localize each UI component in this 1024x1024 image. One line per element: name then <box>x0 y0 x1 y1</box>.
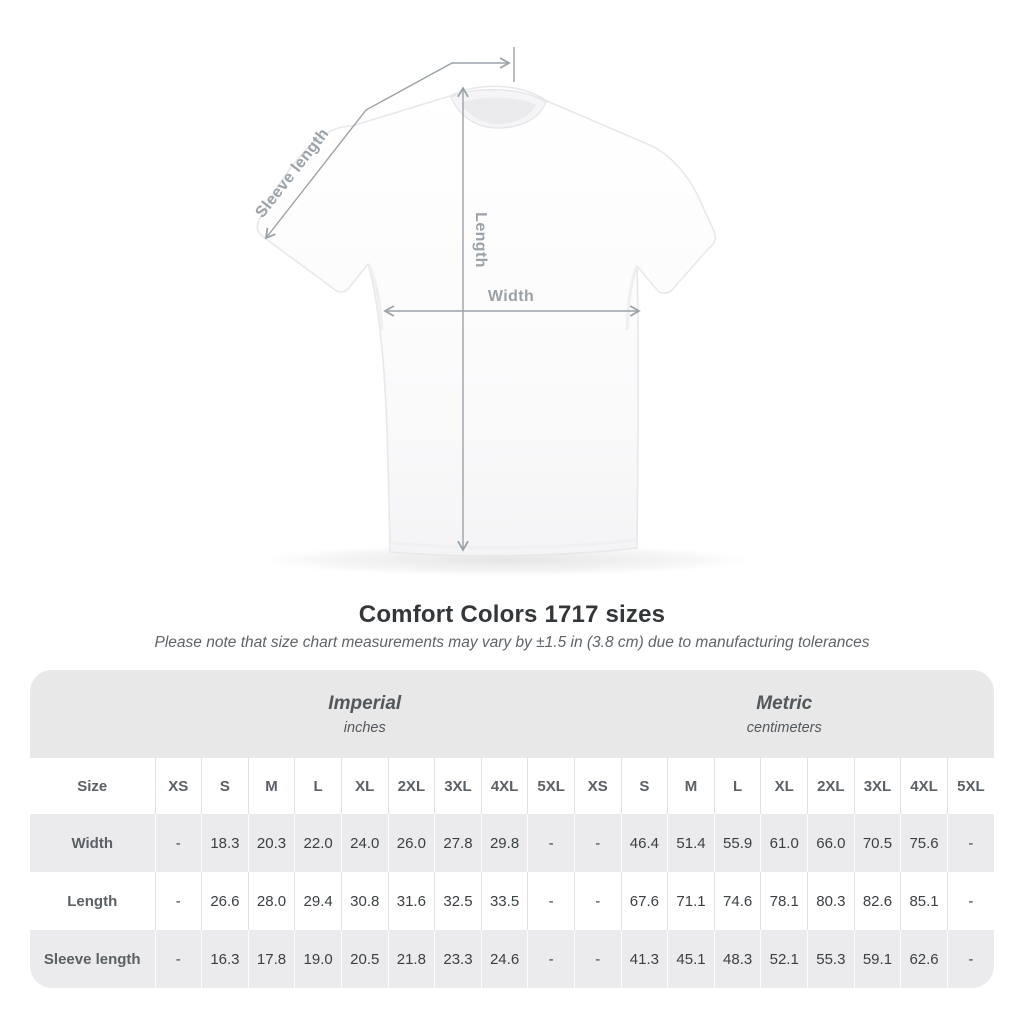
table-cell: - <box>528 872 575 930</box>
table-cell: 4XL <box>901 758 948 814</box>
size-chart-table <box>30 670 994 988</box>
table-cell: 19.0 <box>295 930 342 988</box>
table-cell: 17.8 <box>248 930 295 988</box>
table-cell: 71.1 <box>668 872 715 930</box>
table-cell: XL <box>341 758 388 814</box>
length-measure-label: Length <box>472 212 489 268</box>
table-cell: 61.0 <box>761 814 808 872</box>
table-cell: 20.3 <box>248 814 295 872</box>
imperial-label: Imperial <box>328 692 402 714</box>
table-cell: 74.6 <box>714 872 761 930</box>
size-col-header: Size <box>30 758 155 814</box>
table-cell: 4XL <box>481 758 528 814</box>
table-cell: 26.6 <box>202 872 249 930</box>
table-cell: M <box>248 758 295 814</box>
table-cell: 27.8 <box>435 814 482 872</box>
metric-group-header <box>574 670 994 758</box>
table-row-length <box>30 872 994 930</box>
width-measure-label: Width <box>487 288 535 305</box>
table-cell: 55.9 <box>714 814 761 872</box>
size-header-row <box>30 758 994 814</box>
table-cell: 23.3 <box>435 930 482 988</box>
table-cell: - <box>155 814 202 872</box>
table-cell: - <box>155 872 202 930</box>
table-cell: 29.8 <box>481 814 528 872</box>
table-cell: 78.1 <box>761 872 808 930</box>
table-cell: 3XL <box>854 758 901 814</box>
table-row-sleeve-length <box>30 930 994 988</box>
table-cell: 16.3 <box>202 930 249 988</box>
table-cell: - <box>528 930 575 988</box>
table-cell: 24.6 <box>481 930 528 988</box>
page-title: Comfort Colors 1717 sizes <box>358 601 666 628</box>
table-cell: 32.5 <box>435 872 482 930</box>
table-cell: 33.5 <box>481 872 528 930</box>
metric-sublabel: centimeters <box>746 719 822 736</box>
table-cell: 82.6 <box>854 872 901 930</box>
table-cell: 30.8 <box>341 872 388 930</box>
table-row-width <box>30 814 994 872</box>
sleeve-length-measure-label: Sleeve length <box>252 125 333 222</box>
table-cell: 48.3 <box>714 930 761 988</box>
table-cell: 85.1 <box>901 872 948 930</box>
table-cell: 21.8 <box>388 930 435 988</box>
table-cell: 3XL <box>435 758 482 814</box>
table-cell: 5XL <box>528 758 575 814</box>
table-cell: S <box>621 758 668 814</box>
table-cell: 67.6 <box>621 872 668 930</box>
table-cell: XS <box>574 758 621 814</box>
imperial-group-header <box>155 670 574 758</box>
imperial-sublabel: inches <box>343 719 386 736</box>
table-cell: 5XL <box>947 758 994 814</box>
table-cell: 45.1 <box>668 930 715 988</box>
table-cell: L <box>295 758 342 814</box>
table-cell: - <box>947 930 994 988</box>
row-label: Width <box>30 814 155 872</box>
table-cell: M <box>668 758 715 814</box>
table-cell: L <box>714 758 761 814</box>
tshirt-illustration <box>257 86 715 555</box>
table-cell: 80.3 <box>808 872 855 930</box>
table-cell: - <box>947 814 994 872</box>
table-cell: - <box>574 872 621 930</box>
table-cell: - <box>574 814 621 872</box>
table-cell: 46.4 <box>621 814 668 872</box>
table-cell: 22.0 <box>295 814 342 872</box>
table-cell: 59.1 <box>854 930 901 988</box>
table-cell: 18.3 <box>202 814 249 872</box>
table-cell: 51.4 <box>668 814 715 872</box>
table-cell: 55.3 <box>808 930 855 988</box>
table-cell: 41.3 <box>621 930 668 988</box>
row-label: Sleeve length <box>30 930 155 988</box>
table-cell: 2XL <box>808 758 855 814</box>
table-cell: XS <box>155 758 202 814</box>
table-cell: - <box>574 930 621 988</box>
unit-group-header-row <box>30 670 994 758</box>
table-cell: 2XL <box>388 758 435 814</box>
table-cell: - <box>528 814 575 872</box>
table-cell: 26.0 <box>388 814 435 872</box>
table-cell: 70.5 <box>854 814 901 872</box>
table-cell: S <box>202 758 249 814</box>
metric-label: Metric <box>756 692 813 714</box>
table-cell: - <box>155 930 202 988</box>
table-cell: 28.0 <box>248 872 295 930</box>
table-cell: 52.1 <box>761 930 808 988</box>
table-cell: 29.4 <box>295 872 342 930</box>
unit-header-spacer <box>30 670 155 758</box>
table-cell: 66.0 <box>808 814 855 872</box>
table-cell: XL <box>761 758 808 814</box>
table-cell: - <box>947 872 994 930</box>
table-cell: 75.6 <box>901 814 948 872</box>
row-label: Length <box>30 872 155 930</box>
table-cell: 31.6 <box>388 872 435 930</box>
table-cell: 24.0 <box>341 814 388 872</box>
page-subtitle: Please note that size chart measurements may vary by ±1.5 in (3.8 cm) due to manufacturing tolerances <box>154 634 870 651</box>
table-cell: 62.6 <box>901 930 948 988</box>
table-cell: 20.5 <box>341 930 388 988</box>
